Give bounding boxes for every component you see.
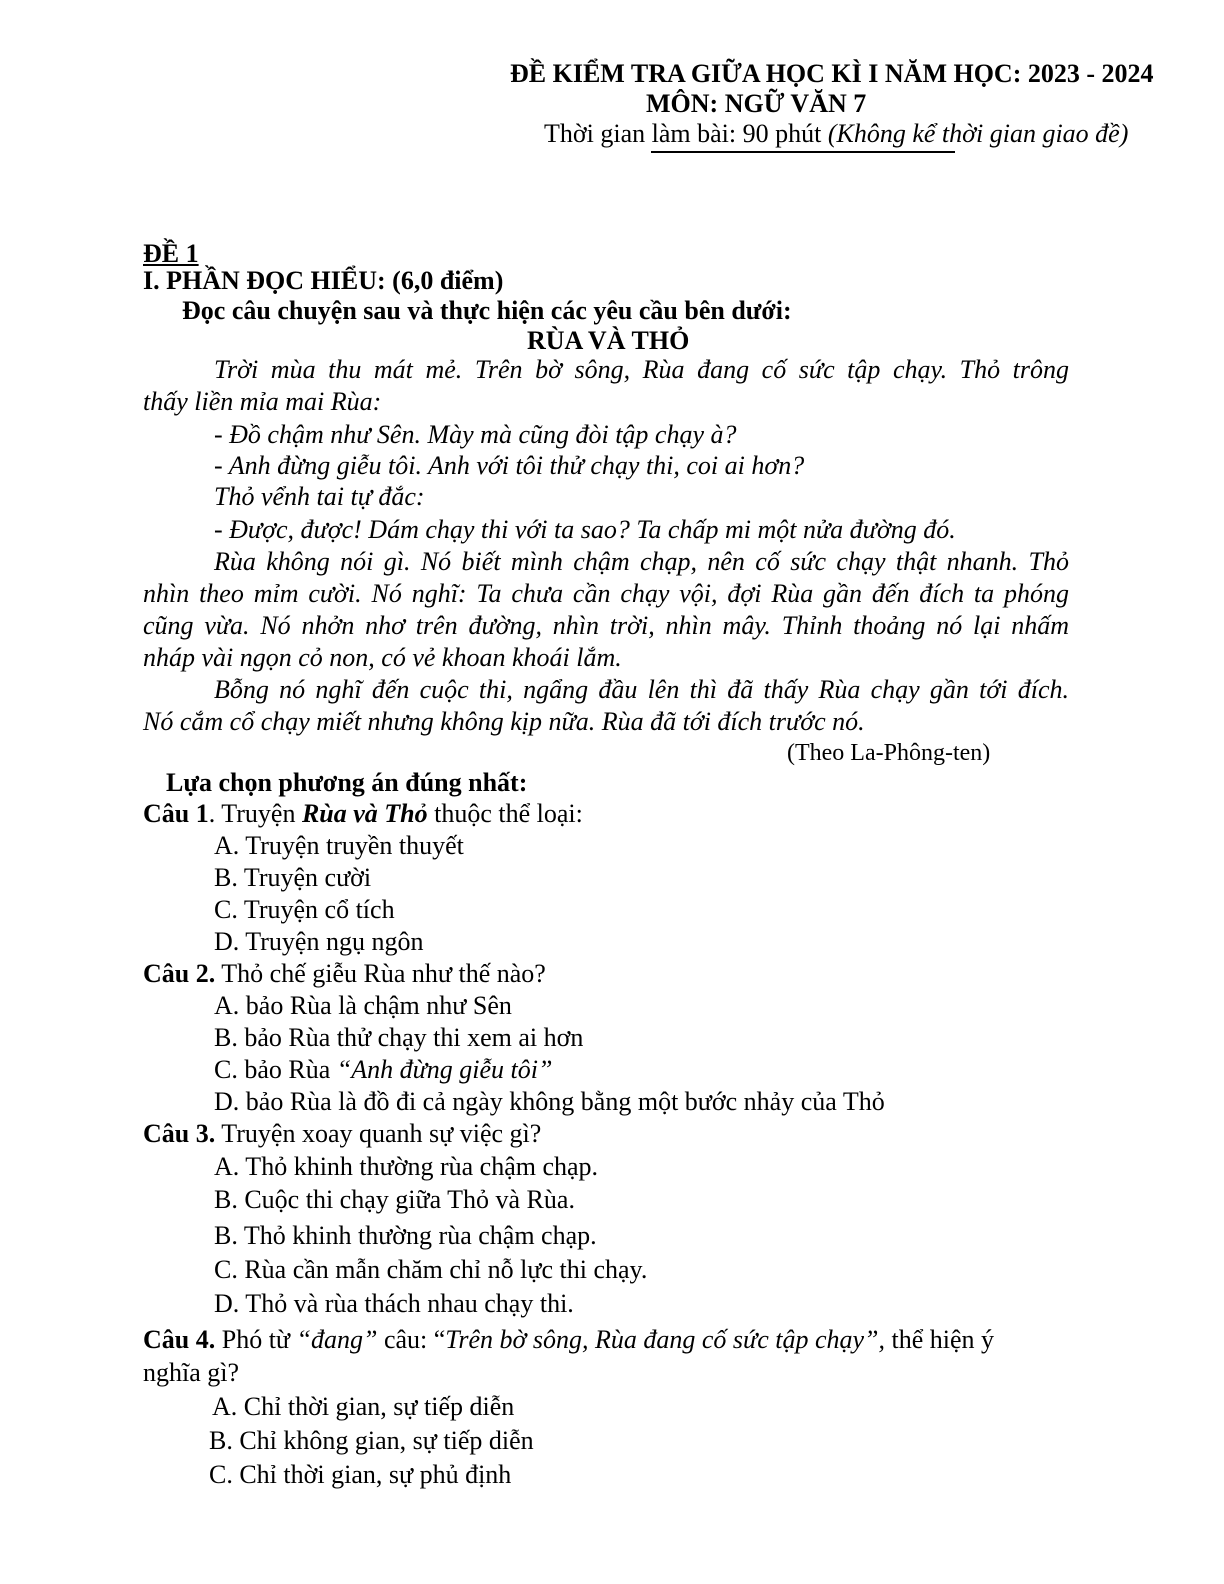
- option-1d[interactable]: D. Truyện ngụ ngôn: [214, 927, 424, 956]
- story-line: Rùa không nói gì. Nó biết mình chậm chạp, nên cố sức chạy thật nhanh. Thỏ: [214, 547, 1069, 576]
- story-line: nháp vài ngọn cỏ non, có vẻ khoan khoái lắm.: [143, 643, 622, 672]
- option-2d[interactable]: D. bảo Rùa là đồ đi cả ngày không bằng một bước nhảy của Thỏ: [214, 1087, 885, 1116]
- option-3b[interactable]: B. Cuộc thi chạy giữa Thỏ và Rùa.: [214, 1185, 575, 1214]
- question-1: Câu 1. Truyện Rùa và Thỏ thuộc thể loại:: [143, 799, 583, 828]
- time-note: (Không kể thời gian giao đề): [827, 119, 1129, 148]
- option-2a[interactable]: A. bảo Rùa là chậm như Sên: [214, 991, 512, 1020]
- option-1a[interactable]: A. Truyện truyền thuyết: [214, 831, 464, 860]
- option-1b[interactable]: B. Truyện cười: [214, 863, 372, 892]
- option-3b-dup[interactable]: B. Thỏ khinh thường rùa chậm chạp.: [214, 1221, 597, 1250]
- option-4c[interactable]: C. Chỉ thời gian, sự phủ định: [209, 1460, 512, 1489]
- header-divider: [651, 151, 955, 153]
- quote-text: “Anh đừng giễu tôi”: [336, 1055, 553, 1084]
- question-label: Câu 4.: [143, 1325, 216, 1354]
- story-line: cũng vừa. Nó nhởn nhơ trên đường, nhìn trời, nhìn mây. Thỉnh thoảng nó lại nhấm: [143, 611, 1069, 640]
- time-label: Thời gian làm bài: 90 phút: [544, 119, 822, 148]
- question-3: Câu 3. Truyện xoay quanh sự việc gì?: [143, 1119, 542, 1148]
- story-source: (Theo La-Phông-ten): [787, 740, 991, 766]
- option-3d[interactable]: D. Thỏ và rùa thách nhau chạy thi.: [214, 1289, 574, 1318]
- story-line: - Đồ chậm như Sên. Mày mà cũng đòi tập chạy à?: [214, 420, 737, 449]
- question-4-line2: nghĩa gì?: [143, 1358, 240, 1387]
- question-label: Câu 2.: [143, 959, 216, 988]
- option-4a[interactable]: A. Chỉ thời gian, sự tiếp diễn: [212, 1392, 515, 1421]
- question-label: Câu 3.: [143, 1119, 216, 1148]
- story-line: Bỗng nó nghĩ đến cuộc thi, ngẩng đầu lên thì đã thấy Rùa chạy gần tới đích.: [214, 675, 1069, 704]
- story-line: nhìn theo mỉm cười. Nó nghĩ: Ta chưa cần chạy vội, đợi Rùa gần đến đích ta phóng: [143, 579, 1069, 608]
- story-line: Thỏ vểnh tai tự đắc:: [214, 482, 425, 511]
- option-2c[interactable]: C. bảo Rùa “Anh đừng giễu tôi”: [214, 1055, 553, 1084]
- story-line: Trời mùa thu mát mẻ. Trên bờ sông, Rùa đang cố sức tập chạy. Thỏ trông: [214, 355, 1069, 384]
- subject-line: MÔN: NGỮ VĂN 7: [646, 89, 867, 118]
- option-3c[interactable]: C. Rùa cần mẫn chăm chỉ nỗ lực thi chạy.: [214, 1255, 648, 1284]
- option-2b[interactable]: B. bảo Rùa thử chạy thi xem ai hơn: [214, 1023, 584, 1052]
- story-line: Nó cắm cổ chạy miết nhưng không kịp nữa. Rùa đã tới đích trước nó.: [143, 707, 865, 736]
- option-1c[interactable]: C. Truyện cổ tích: [214, 895, 395, 924]
- reading-instruction: Đọc câu chuyện sau và thực hiện các yêu cầu bên dưới:: [182, 296, 792, 325]
- story-line: - Anh đừng giễu tôi. Anh với tôi thử chạy thi, coi ai hơn?: [214, 451, 805, 480]
- question-4: Câu 4. Phó từ “đang” câu: “Trên bờ sông, Rùa đang cố sức tập chạy”, thể hiện ý: [143, 1325, 995, 1354]
- option-4b[interactable]: B. Chỉ không gian, sự tiếp diễn: [209, 1426, 534, 1455]
- story-line: - Được, được! Dám chạy thi với ta sao? Ta chấp mi một nửa đường đó.: [214, 515, 956, 544]
- option-3a[interactable]: A. Thỏ khinh thường rùa chậm chạp.: [214, 1152, 599, 1181]
- time-line: [544, 118, 1128, 150]
- choose-heading: Lựa chọn phương án đúng nhất:: [166, 768, 528, 797]
- story-line: thấy liền mỉa mai Rùa:: [143, 387, 382, 416]
- section-title: I. PHẦN ĐỌC HIỂU: (6,0 điểm): [143, 266, 504, 295]
- story-title: RÙA VÀ THỎ: [527, 326, 690, 355]
- question-2: Câu 2. Thỏ chế giễu Rùa như thế nào?: [143, 959, 546, 988]
- exam-code: ĐỀ 1: [143, 239, 199, 268]
- exam-header-title: ĐỀ KIỂM TRA GIỮA HỌC KÌ I NĂM HỌC: 2023 - 2024: [510, 59, 1154, 88]
- question-label: Câu 1: [143, 799, 209, 828]
- story-name: Rùa và Thỏ: [301, 799, 428, 828]
